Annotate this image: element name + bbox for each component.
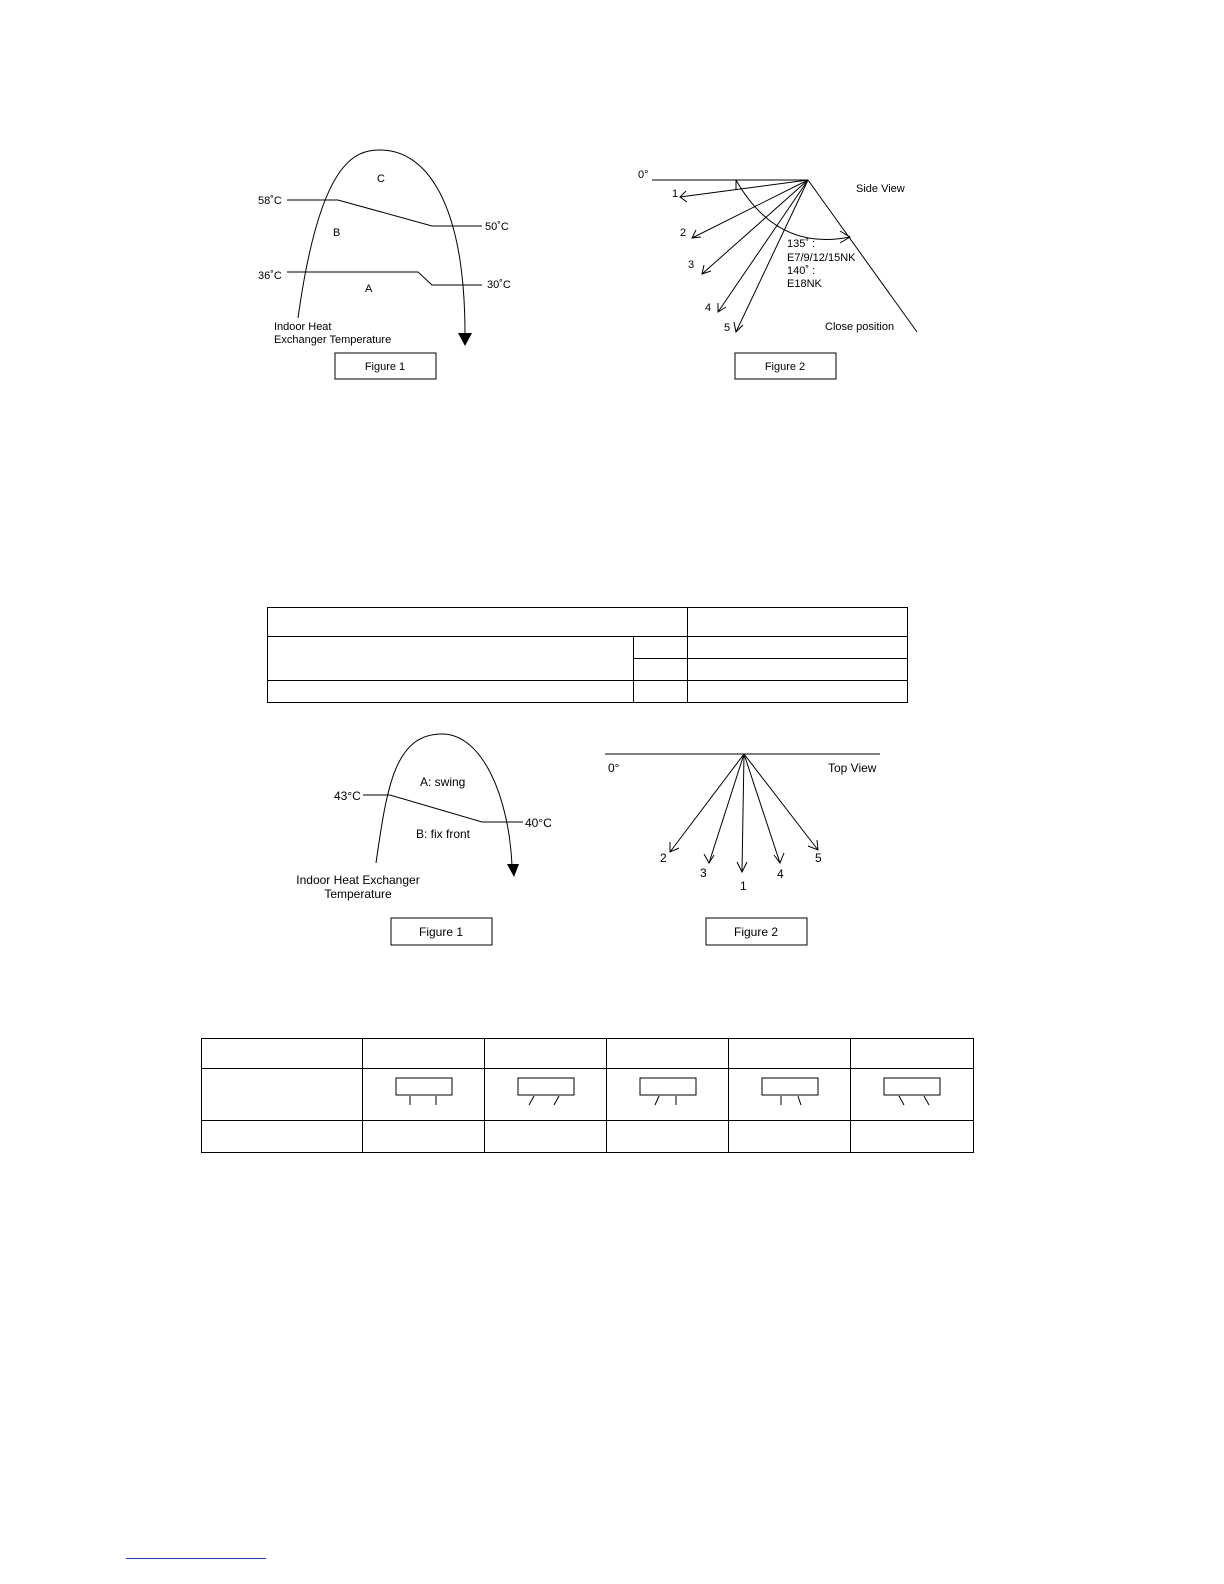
figure-caption: Figure 2 [764, 361, 806, 373]
temp-43-label: 43°C [334, 789, 361, 803]
louver-right-angled-icon [882, 1076, 942, 1108]
table-cell [485, 1121, 607, 1153]
axis-label-line1: Indoor Heat Exchanger [296, 873, 420, 887]
table-cell [851, 1069, 974, 1121]
middle-table [267, 607, 908, 703]
louver-arrow-3 [709, 754, 744, 863]
position-label-1: 1 [740, 879, 747, 893]
angle-135-label: 135˚ : [787, 238, 816, 250]
louver-arrow-5 [744, 754, 818, 850]
table-cell [688, 659, 908, 681]
axis-label-line1: Indoor Heat [274, 321, 332, 333]
zero-degree-label: 0° [638, 169, 649, 181]
position-label-1: 1 [672, 188, 679, 200]
table-cell [607, 1039, 729, 1069]
table-cell [607, 1069, 729, 1121]
louver-arrowhead-4 [774, 853, 784, 863]
table-cell [268, 681, 634, 703]
top-figure-1 [250, 140, 530, 385]
top-figure-2-diagram [630, 160, 930, 385]
temperature-curve [376, 734, 512, 866]
position-label-4: 4 [705, 302, 712, 314]
top-figure-1-diagram [250, 140, 530, 385]
temp-58-label: 58˚C [258, 195, 282, 207]
lower-threshold-line [287, 272, 482, 285]
bottom-figure-2 [600, 740, 890, 950]
top-figure-2 [630, 160, 930, 385]
figure-caption: Figure 1 [364, 361, 406, 373]
table-cell [485, 1069, 607, 1121]
louver-arrow-4 [744, 754, 780, 863]
table-cell [485, 1039, 607, 1069]
temp-30-label: 30˚C [487, 279, 511, 291]
table-cell [607, 1121, 729, 1153]
figure-caption: Figure 2 [733, 925, 779, 939]
table-cell [268, 637, 634, 681]
upper-threshold-line [287, 200, 482, 226]
louver-mixed-right-icon [760, 1076, 820, 1108]
table-cell [851, 1039, 974, 1069]
position-label-5: 5 [815, 851, 822, 865]
position-label-4: 4 [777, 867, 784, 881]
table-cell [634, 659, 688, 681]
zone-a-label: A [365, 283, 373, 295]
table-cell [268, 608, 688, 637]
temp-40-label: 40°C [525, 816, 552, 830]
closing-arc [736, 180, 850, 240]
temp-50-label: 50˚C [485, 221, 509, 233]
models-140-label: E18NK [787, 278, 822, 290]
table-cell [688, 608, 908, 637]
axis-label-line2: Exchanger Temperature [274, 334, 392, 346]
table-row [202, 1069, 974, 1121]
table-cell [729, 1121, 851, 1153]
table-row [202, 1121, 974, 1153]
table-row [202, 1039, 974, 1069]
louver-mixed-left-icon [638, 1076, 698, 1108]
louver-left-angled-icon [516, 1076, 576, 1108]
view-label: Side View [856, 183, 905, 195]
position-label-2: 2 [660, 851, 667, 865]
zone-c-label: C [377, 173, 385, 185]
figure-caption: Figure 1 [418, 925, 464, 939]
table-cell [202, 1069, 363, 1121]
louver-arrow-1 [742, 754, 744, 872]
table-cell [363, 1039, 485, 1069]
position-label-3: 3 [700, 866, 707, 880]
table-cell [851, 1121, 974, 1153]
curve-arrowhead [507, 864, 519, 877]
table-row [268, 681, 908, 703]
louver-arrow-2 [670, 754, 744, 852]
table-cell [363, 1069, 485, 1121]
temp-36-label: 36˚C [258, 270, 282, 282]
table-cell [202, 1121, 363, 1153]
louver-arrow-2 [692, 180, 808, 238]
table-cell [634, 637, 688, 659]
angle-140-label: 140˚ : [787, 265, 816, 277]
table-cell [202, 1039, 363, 1069]
position-label-5: 5 [724, 322, 731, 334]
table-cell [688, 681, 908, 703]
table-cell [634, 681, 688, 703]
zero-degree-label: 0° [608, 761, 620, 775]
position-label-3: 3 [688, 259, 695, 271]
table-row [268, 637, 908, 659]
zone-b-label: B [333, 227, 341, 239]
bottom-figure-1 [287, 726, 577, 951]
axis-label-line2: Temperature [324, 887, 392, 901]
view-label: Top View [828, 761, 877, 775]
louver-position-table [201, 1038, 974, 1153]
zone-a-label: A: swing [420, 775, 466, 789]
table-cell [363, 1121, 485, 1153]
position-label-2: 2 [680, 227, 687, 239]
footer-link-underline [126, 1558, 266, 1559]
curve-arrowhead [458, 333, 472, 346]
models-135-label: E7/9/12/15NK [787, 252, 856, 264]
zone-b-label: B: fix front [416, 827, 471, 841]
louver-arrow-1 [680, 180, 808, 197]
table-cell [688, 637, 908, 659]
table-cell [729, 1069, 851, 1121]
louver-straight-icon [394, 1076, 454, 1108]
bottom-figure-2-diagram [600, 740, 890, 950]
bottom-figure-1-diagram [287, 726, 577, 951]
table-cell [729, 1039, 851, 1069]
close-position-label: Close position [825, 321, 895, 333]
table-row [268, 608, 908, 637]
